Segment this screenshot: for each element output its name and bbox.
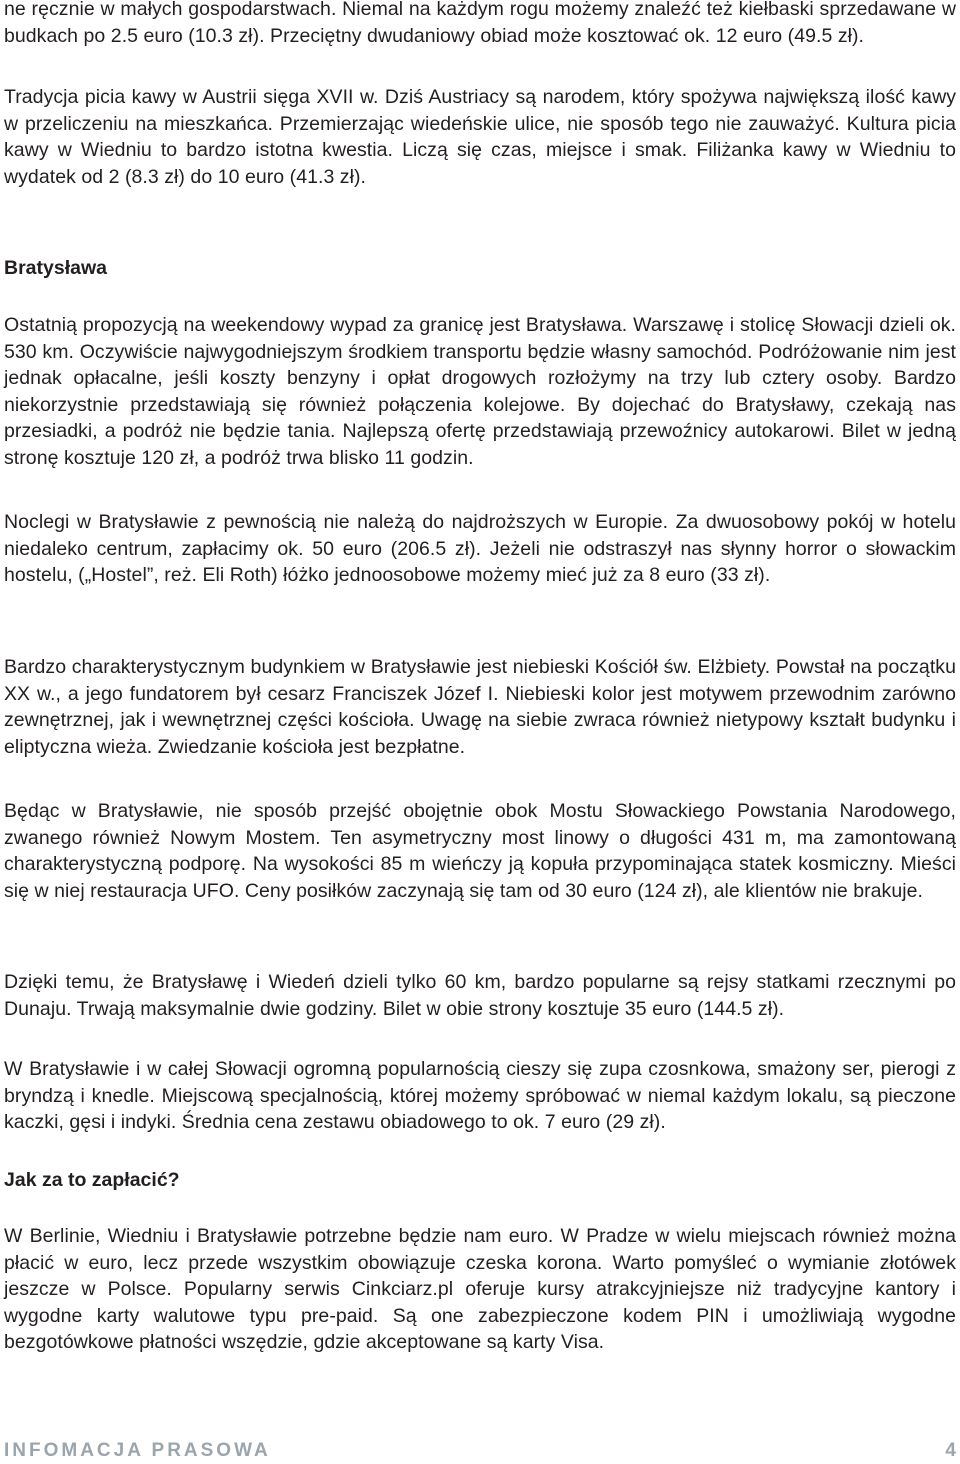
paragraph-bratislava-transport: Ostatnią propozycją na weekendowy wypad za granicę jest Bratysława. Warszawę i stolicę Słowacji dzieli ok. 530 km. Oczywiście najwygodniejszym środkiem transportu będzie własny samochód. Podróżowanie nim jest jednak opłacalne, jeśli koszty benzyny i opłat drogowych rozłożymy na trzy lub cztery osoby. Bardzo niekorzystnie przedstawiają się również połączenia kolejowe. By dojechać do Bratysławy, czekają nas przesiadki, a podróż nie będzie tania. Najlepszą ofertę przedstawiają przewoźnicy autokarowi. Bilet w jedną stronę kosztuje 120 zł, a podróż trwa blisko 11 godzin. <box>4 314 956 469</box>
paragraph-slovak-cuisine: W Bratysławie i w całej Słowacji ogromną popularnością cieszy się zupa czosnkowa, smażony ser, pierogi z bryndzą i knedle. Miejscową specjalnością, której możemy spróbować w niemal każdym lokalu, są pieczone kaczki, gęsi i indyki. Średnia cena zestawu obiadowego to ok. 7 euro (29 zł). <box>4 1058 956 1134</box>
page-number: 4 <box>945 1440 956 1461</box>
paragraph-food-vienna: ne ręcznie w małych gospodarstwach. Niemal na każdym rogu możemy znaleźć też kiełbaski sprzedawane w budkach po 2.5 euro (10.3 zł). Przeciętny dwudaniowy obiad może kosztować ok. 12 euro (49.5 zł). <box>4 0 956 47</box>
paragraph-payment: W Berlinie, Wiedniu i Bratysławie potrzebne będzie nam euro. W Pradze w wielu miejscach również można płacić w euro, lecz przede wszystkim obowiązuje czeska korona. Warto pomyśleć o wymianie złotówek jeszcze w Polsce. Popularny serwis Cinkciarz.pl oferuje kursy atrakcyjniejsze niż tradycyjne kantory i wygodne karty walutowe typu pre-paid. Są one zabezpieczone kodem PIN i umożliwiają wygodne bezgotówkowe płatności wszędzie, gdzie akceptowane są karty Visa. <box>4 1225 956 1354</box>
paragraph-danube-cruises: Dzięki temu, że Bratysławę i Wiedeń dzieli tylko 60 km, bardzo popularne są rejsy statkami rzecznymi po Dunaju. Trwają maksymalnie dwie godziny. Bilet w obie strony kosztuje 35 euro (144.5 zł). <box>4 971 956 1020</box>
paragraph-coffee-vienna: Tradycja picia kawy w Austrii sięga XVII w. Dziś Austriacy są narodem, który spożywa największą ilość kawy w przeliczeniu na mieszkańca. Przemierzając wiedeńskie ulice, nie sposób tego nie zauważyć. Kultura picia kawy w Wiedniu to bardzo istotna kwestia. Liczą się czas, miejsce i smak. Filiżanka kawy w Wiedniu to wydatek od 2 (8.3 zł) do 10 euro (41.3 zł). <box>4 86 956 188</box>
section-heading-bratislava: Bratysława <box>4 257 107 279</box>
paragraph-blue-church: Bardzo charakterystycznym budynkiem w Bratysławie jest niebieski Kościół św. Elżbiety. Powstał na początku XX w., a jego fundatorem był cesarz Franciszek Józef I. Niebieski kolor jest motywem przewodnim zarówno zewnętrznej, jak i wewnętrznej części kościoła. Uwagę na siebie zwraca również nietypowy kształt budynku i eliptyczna wieża. Zwiedzanie kościoła jest bezpłatne. <box>4 656 956 758</box>
footer-label: INFOMACJA PRASOWA <box>4 1440 271 1461</box>
paragraph-ufo-bridge: Będąc w Bratysławie, nie sposób przejść obojętnie obok Mostu Słowackiego Powstania Narodowego, zwanego również Nowym Mostem. Ten asymetryczny most linowy o długości 431 m, ma zamontowaną charakterystyczną podporę. Na wysokości 85 m wieńczy ją kopuła przypominająca statek kosmiczny. Mieści się w niej restauracja UFO. Ceny posiłków zaczynają się tam od 30 euro (124 zł), ale klientów nie brakuje. <box>4 800 956 902</box>
paragraph-bratislava-lodging: Noclegi w Bratysławie z pewnością nie należą do najdroższych w Europie. Za dwuosobowy pokój w hotelu niedaleko centrum, zapłacimy ok. 50 euro (206.5 zł). Jeżeli nie odstraszył nas słynny horror o słowackim hostelu, („Hostel”, reż. Eli Roth) łóżko jednoosobowe możemy mieć już za 8 euro (33 zł). <box>4 511 956 587</box>
page-footer <box>4 1440 956 1464</box>
section-heading-payment: Jak za to zapłacić? <box>4 1169 180 1191</box>
